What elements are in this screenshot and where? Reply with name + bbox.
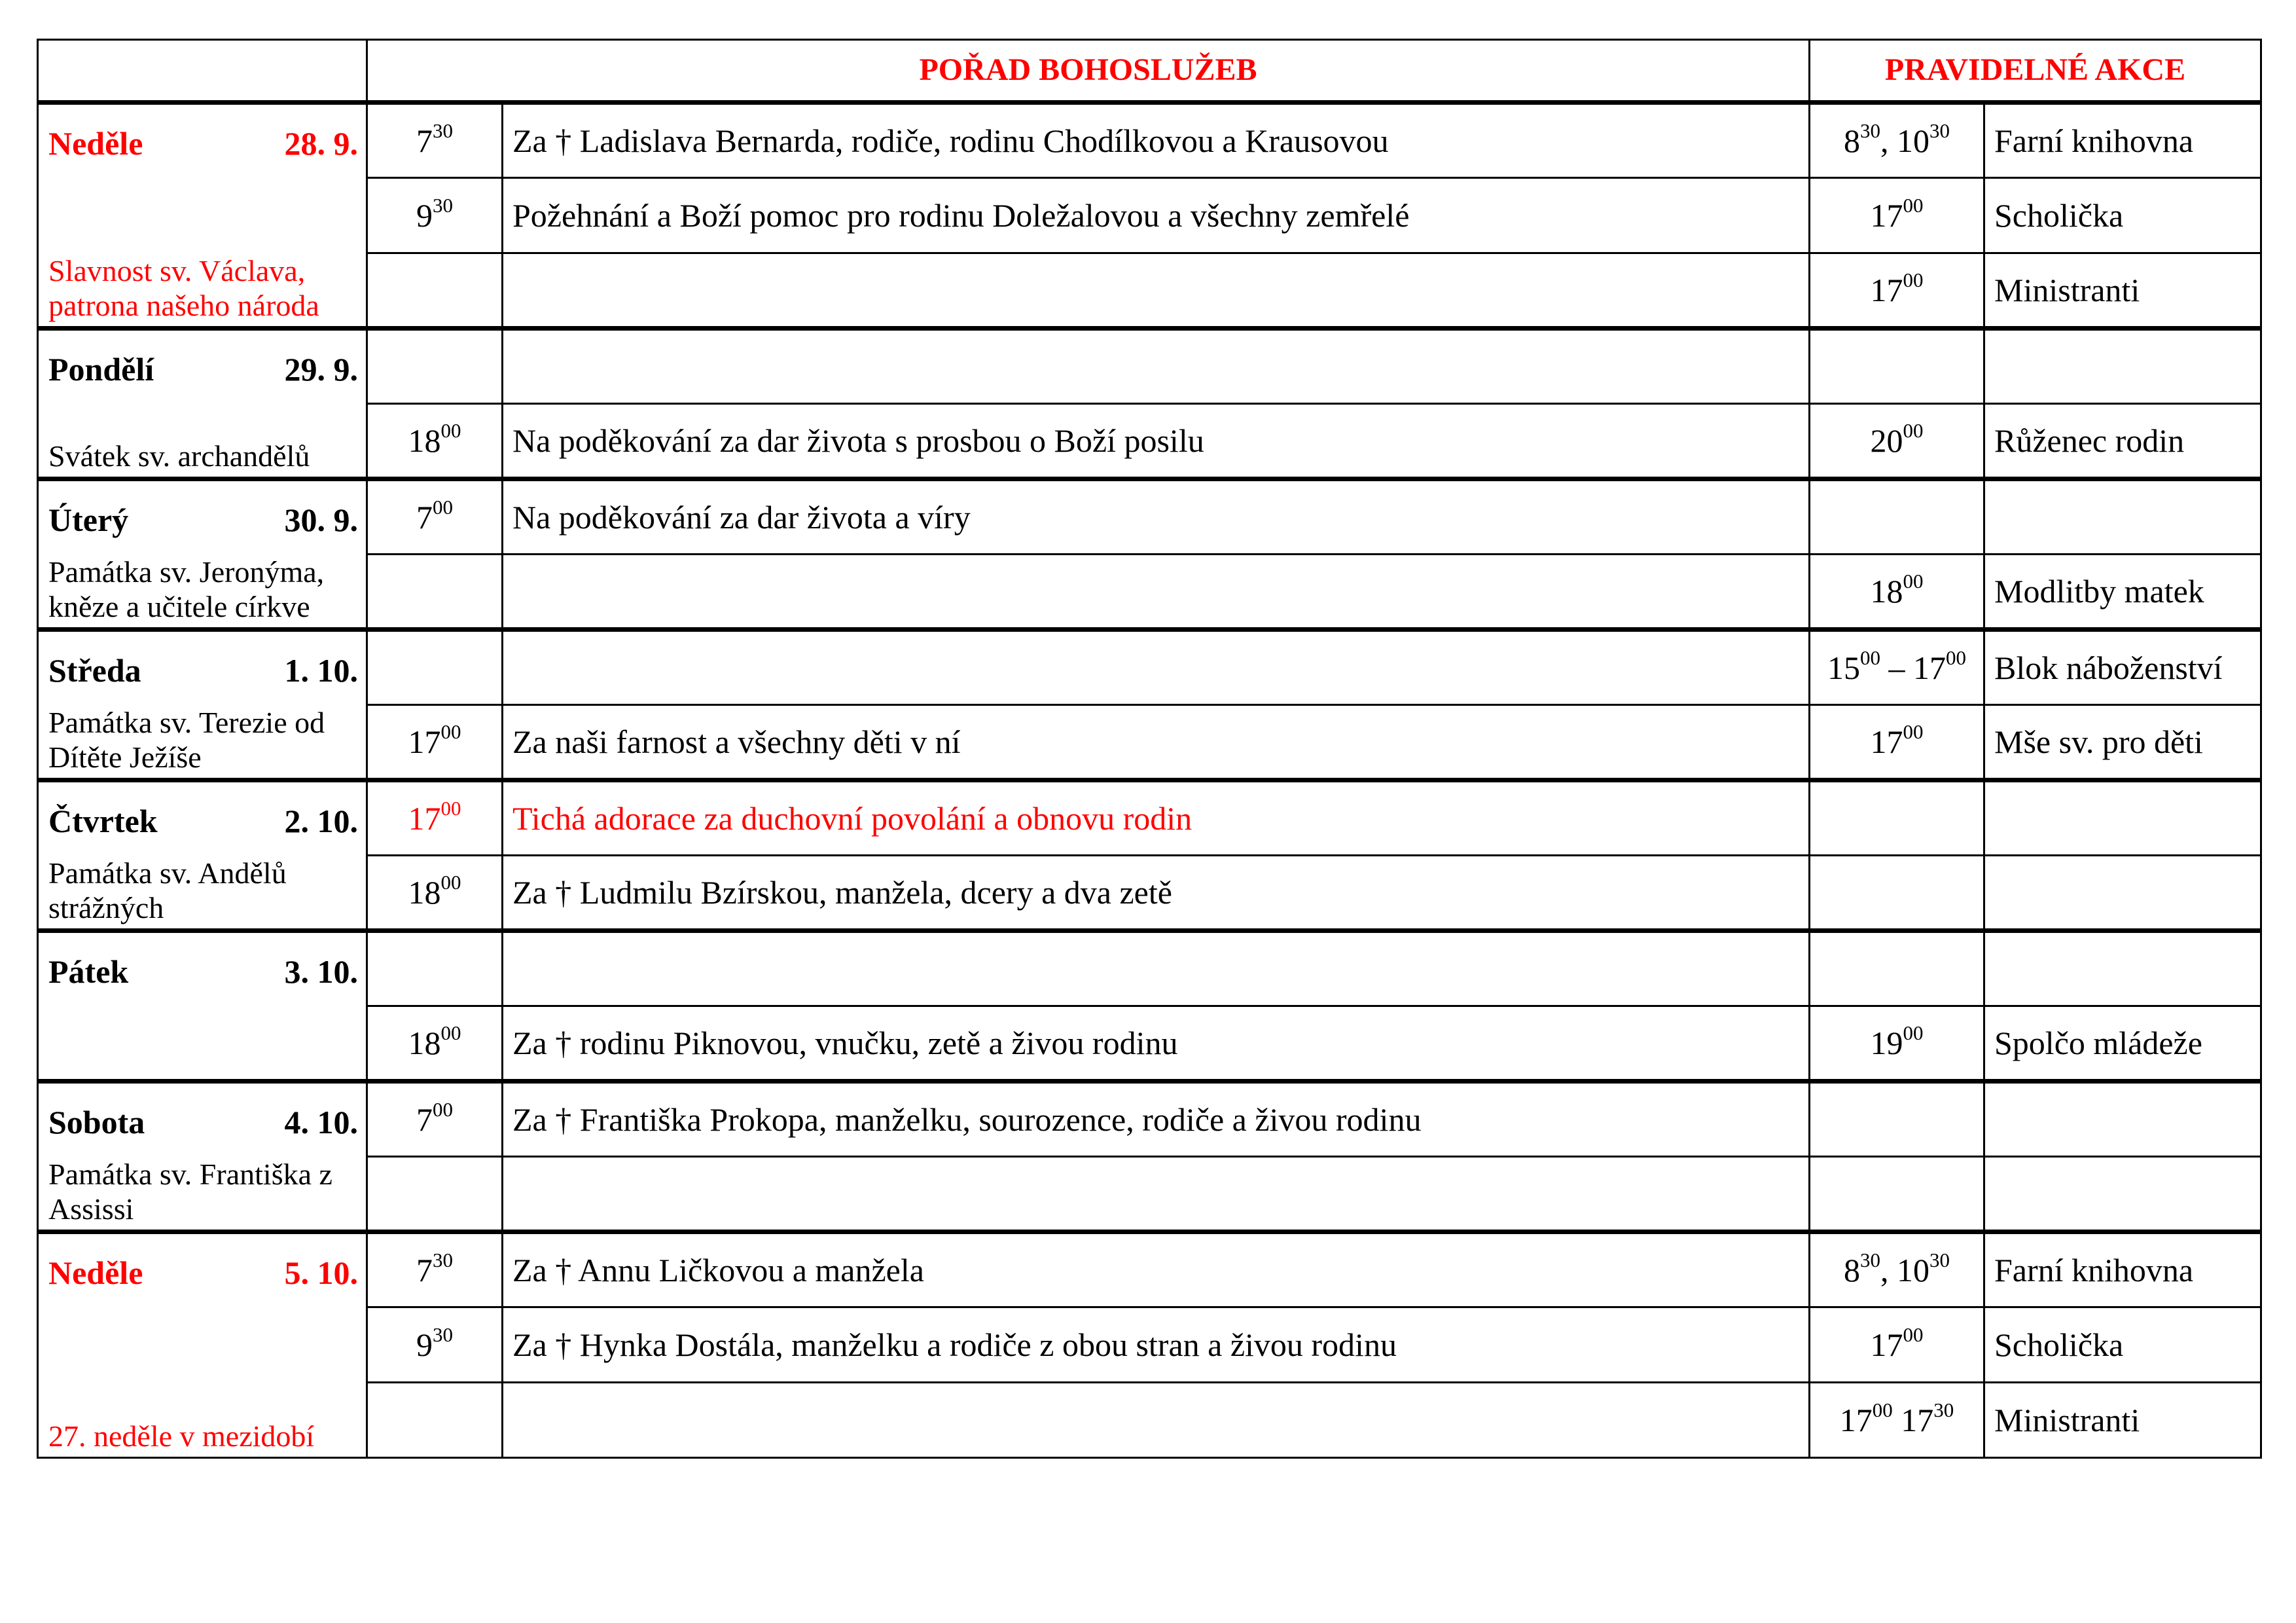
event-time — [1810, 253, 1984, 329]
time-minutes: 00 — [1903, 418, 1924, 442]
event-time — [1810, 1383, 1984, 1458]
day-date: 29. 9. — [284, 351, 358, 388]
event-time — [1810, 479, 1984, 555]
schedule-row — [38, 1383, 2261, 1458]
event-name — [1984, 931, 2261, 1006]
schedule-row — [38, 253, 2261, 329]
event-name — [1984, 856, 2261, 931]
time-hour: 7 — [416, 498, 433, 536]
schedule-row — [38, 103, 2261, 178]
time-minutes: 00 — [440, 870, 461, 894]
schedule-row — [38, 1232, 2261, 1307]
time-hour: 9 — [416, 196, 433, 234]
time-minutes: 00 — [1860, 646, 1880, 669]
time-hour: 7 — [416, 1251, 433, 1288]
mass-time — [367, 253, 503, 329]
schedule-row — [38, 178, 2261, 253]
time-hour: 17 — [1839, 1401, 1873, 1438]
time-hour: 15 — [1827, 649, 1860, 686]
schedule-row — [38, 1006, 2261, 1082]
time-hour: 17 — [408, 799, 441, 837]
day-date: 5. 10. — [284, 1254, 358, 1291]
time-minutes: 00 — [1903, 1322, 1924, 1346]
feast-label: 27. neděle v mezidobí — [48, 1419, 315, 1453]
mass-intention: Za † Františka Prokopa, manželku, sourozence, rodiče a živou rodinu — [503, 1082, 1810, 1157]
time-hour: 20 — [1870, 422, 1903, 459]
mass-intention: Na poděkování za dar života a víry — [503, 479, 1810, 555]
time-minutes-second: 30 — [1929, 1248, 1950, 1271]
day-date: 4. 10. — [284, 1104, 358, 1140]
event-name — [1984, 780, 2261, 856]
time-hour-second: 17 — [1892, 1401, 1934, 1438]
event-time — [1810, 630, 1984, 705]
day-cell — [38, 103, 367, 329]
mass-intention — [503, 1383, 1810, 1458]
schedule-row — [38, 931, 2261, 1006]
time-hour: 9 — [416, 1326, 433, 1363]
schedule-row — [38, 1307, 2261, 1383]
event-time — [1810, 931, 1984, 1006]
event-time — [1810, 555, 1984, 630]
event-name: Modlitby matek — [1984, 555, 2261, 630]
time-minutes: 30 — [1860, 119, 1880, 142]
time-minutes-second: 30 — [1929, 119, 1950, 142]
schedule-row — [38, 630, 2261, 705]
time-hour: 18 — [408, 422, 441, 459]
mass-time — [367, 555, 503, 630]
event-name: Scholička — [1984, 1307, 2261, 1383]
day-cell — [38, 1232, 367, 1458]
time-minutes: 00 — [1903, 1021, 1924, 1044]
time-hour: 8 — [1844, 122, 1860, 159]
event-time — [1810, 780, 1984, 856]
mass-intention: Za † Ludmilu Bzírskou, manžela, dcery a dva zetě — [503, 856, 1810, 931]
day-name: Sobota — [48, 1104, 145, 1140]
mass-intention — [503, 329, 1810, 404]
mass-time — [367, 178, 503, 253]
schedule-body — [38, 103, 2261, 1458]
mass-schedule-title: POŘAD BOHOSLUŽEB — [367, 40, 1810, 103]
time-hour: 8 — [1844, 1251, 1860, 1288]
day-cell — [38, 1082, 367, 1232]
time-hour-second: , 10 — [1880, 1251, 1929, 1288]
event-name: Ministranti — [1984, 1383, 2261, 1458]
day-cell — [38, 630, 367, 780]
mass-time — [367, 103, 503, 178]
feast-label: Památka sv. Františka z Assissi — [48, 1158, 332, 1226]
event-name: Spolčo mládeže — [1984, 1006, 2261, 1082]
mass-time — [367, 931, 503, 1006]
day-cell — [38, 329, 367, 479]
mass-time — [367, 1307, 503, 1383]
mass-time — [367, 856, 503, 931]
schedule-row — [38, 705, 2261, 780]
day-cell — [38, 931, 367, 1082]
time-hour: 7 — [416, 1101, 433, 1138]
event-time — [1810, 404, 1984, 479]
day-cell — [38, 479, 367, 630]
feast-label: Památka sv. Terezie od Dítěte Ježíše — [48, 706, 325, 775]
time-hour: 18 — [408, 873, 441, 911]
event-time — [1810, 856, 1984, 931]
event-name: Farní knihovna — [1984, 103, 2261, 178]
schedule-row — [38, 329, 2261, 404]
day-name: Čtvrtek — [48, 803, 158, 839]
schedule-row — [38, 555, 2261, 630]
day-name: Pátek — [48, 953, 129, 990]
event-time — [1810, 1157, 1984, 1232]
mass-time — [367, 1232, 503, 1307]
mass-intention: Na poděkování za dar života s prosbou o Boží posilu — [503, 404, 1810, 479]
day-date: 30. 9. — [284, 501, 358, 538]
schedule-row — [38, 1157, 2261, 1232]
event-name — [1984, 479, 2261, 555]
time-hour-second: – 17 — [1880, 649, 1946, 686]
day-name: Pondělí — [48, 351, 154, 388]
day-name: Úterý — [48, 501, 129, 538]
time-minutes: 30 — [433, 193, 453, 217]
event-name: Blok náboženství — [1984, 630, 2261, 705]
time-minutes-second: 00 — [1946, 646, 1966, 669]
mass-intention — [503, 1157, 1810, 1232]
event-time — [1810, 705, 1984, 780]
time-minutes: 30 — [433, 1248, 453, 1271]
event-time — [1810, 1006, 1984, 1082]
time-minutes: 00 — [433, 1097, 453, 1121]
mass-time — [367, 1383, 503, 1458]
time-hour: 17 — [1870, 196, 1903, 234]
event-name — [1984, 329, 2261, 404]
day-date: 1. 10. — [284, 652, 358, 689]
time-hour: 7 — [416, 122, 433, 159]
feast-label: Památka sv. Jeronýma, kněze a učitele církve — [48, 555, 325, 624]
event-time — [1810, 1232, 1984, 1307]
mass-time — [367, 1082, 503, 1157]
time-minutes: 00 — [440, 1021, 461, 1044]
mass-time — [367, 705, 503, 780]
event-name: Farní knihovna — [1984, 1232, 2261, 1307]
mass-time — [367, 329, 503, 404]
time-minutes: 30 — [433, 1322, 453, 1346]
schedule-row — [38, 404, 2261, 479]
time-minutes: 00 — [1903, 720, 1924, 743]
mass-intention — [503, 630, 1810, 705]
time-hour: 17 — [1870, 1326, 1903, 1363]
event-name: Ministranti — [1984, 253, 2261, 329]
time-minutes: 00 — [440, 796, 461, 820]
time-minutes: 30 — [433, 119, 453, 142]
mass-time — [367, 780, 503, 856]
time-minutes: 00 — [1903, 268, 1924, 291]
schedule-row — [38, 479, 2261, 555]
event-name: Růženec rodin — [1984, 404, 2261, 479]
time-hour: 17 — [1870, 271, 1903, 308]
mass-intention — [503, 931, 1810, 1006]
mass-time — [367, 404, 503, 479]
time-minutes: 30 — [1860, 1248, 1880, 1271]
event-time — [1810, 103, 1984, 178]
schedule-row — [38, 1082, 2261, 1157]
mass-intention: Za † Hynka Dostála, manželku a rodiče z obou stran a živou rodinu — [503, 1307, 1810, 1383]
feast-label: Slavnost sv. Václava, patrona našeho národa — [48, 254, 319, 323]
time-minutes: 00 — [1872, 1398, 1893, 1421]
time-hour: 19 — [1870, 1024, 1903, 1061]
mass-intention: Požehnání a Boží pomoc pro rodinu Doležalovou a všechny zemřelé — [503, 178, 1810, 253]
time-hour: 18 — [408, 1024, 441, 1061]
mass-intention — [503, 555, 1810, 630]
header-row — [38, 40, 2261, 103]
mass-intention: Za † Annu Ličkovou a manžela — [503, 1232, 1810, 1307]
day-date: 28. 9. — [284, 125, 358, 162]
time-hour: 18 — [1870, 572, 1903, 610]
event-time — [1810, 329, 1984, 404]
event-name — [1984, 1082, 2261, 1157]
mass-time — [367, 479, 503, 555]
day-cell — [38, 780, 367, 931]
time-minutes: 00 — [1903, 193, 1924, 217]
feast-label: Památka sv. Andělů strážných — [48, 856, 287, 925]
event-name — [1984, 1157, 2261, 1232]
event-time — [1810, 1082, 1984, 1157]
event-name: Mše sv. pro děti — [1984, 705, 2261, 780]
header-day-cell — [38, 40, 367, 103]
time-hour: 17 — [408, 723, 441, 760]
day-name: Středa — [48, 652, 141, 689]
time-minutes: 00 — [433, 495, 453, 519]
schedule-table — [37, 39, 2262, 1459]
day-name: Neděle — [48, 125, 143, 162]
day-date: 3. 10. — [284, 953, 358, 990]
day-name: Neděle — [48, 1254, 143, 1291]
regular-events-title: PRAVIDELNÉ AKCE — [1810, 40, 2261, 103]
day-date: 2. 10. — [284, 803, 358, 839]
time-minutes-second: 30 — [1933, 1398, 1954, 1421]
mass-intention: Za naši farnost a všechny děti v ní — [503, 705, 1810, 780]
mass-intention — [503, 253, 1810, 329]
time-hour-second: , 10 — [1880, 122, 1929, 159]
feast-label: Svátek sv. archandělů — [48, 439, 310, 473]
event-time — [1810, 178, 1984, 253]
time-minutes: 00 — [440, 720, 461, 743]
mass-time — [367, 1006, 503, 1082]
time-minutes: 00 — [1903, 569, 1924, 593]
time-minutes: 00 — [440, 418, 461, 442]
schedule-row — [38, 856, 2261, 931]
time-hour: 17 — [1870, 723, 1903, 760]
event-time — [1810, 1307, 1984, 1383]
mass-intention: Za † Ladislava Bernarda, rodiče, rodinu Chodílkovou a Krausovou — [503, 103, 1810, 178]
mass-intention: Za † rodinu Piknovou, vnučku, zetě a živou rodinu — [503, 1006, 1810, 1082]
mass-intention: Tichá adorace za duchovní povolání a obnovu rodin — [503, 780, 1810, 856]
schedule-row — [38, 780, 2261, 856]
event-name: Scholička — [1984, 178, 2261, 253]
mass-time — [367, 630, 503, 705]
mass-time — [367, 1157, 503, 1232]
